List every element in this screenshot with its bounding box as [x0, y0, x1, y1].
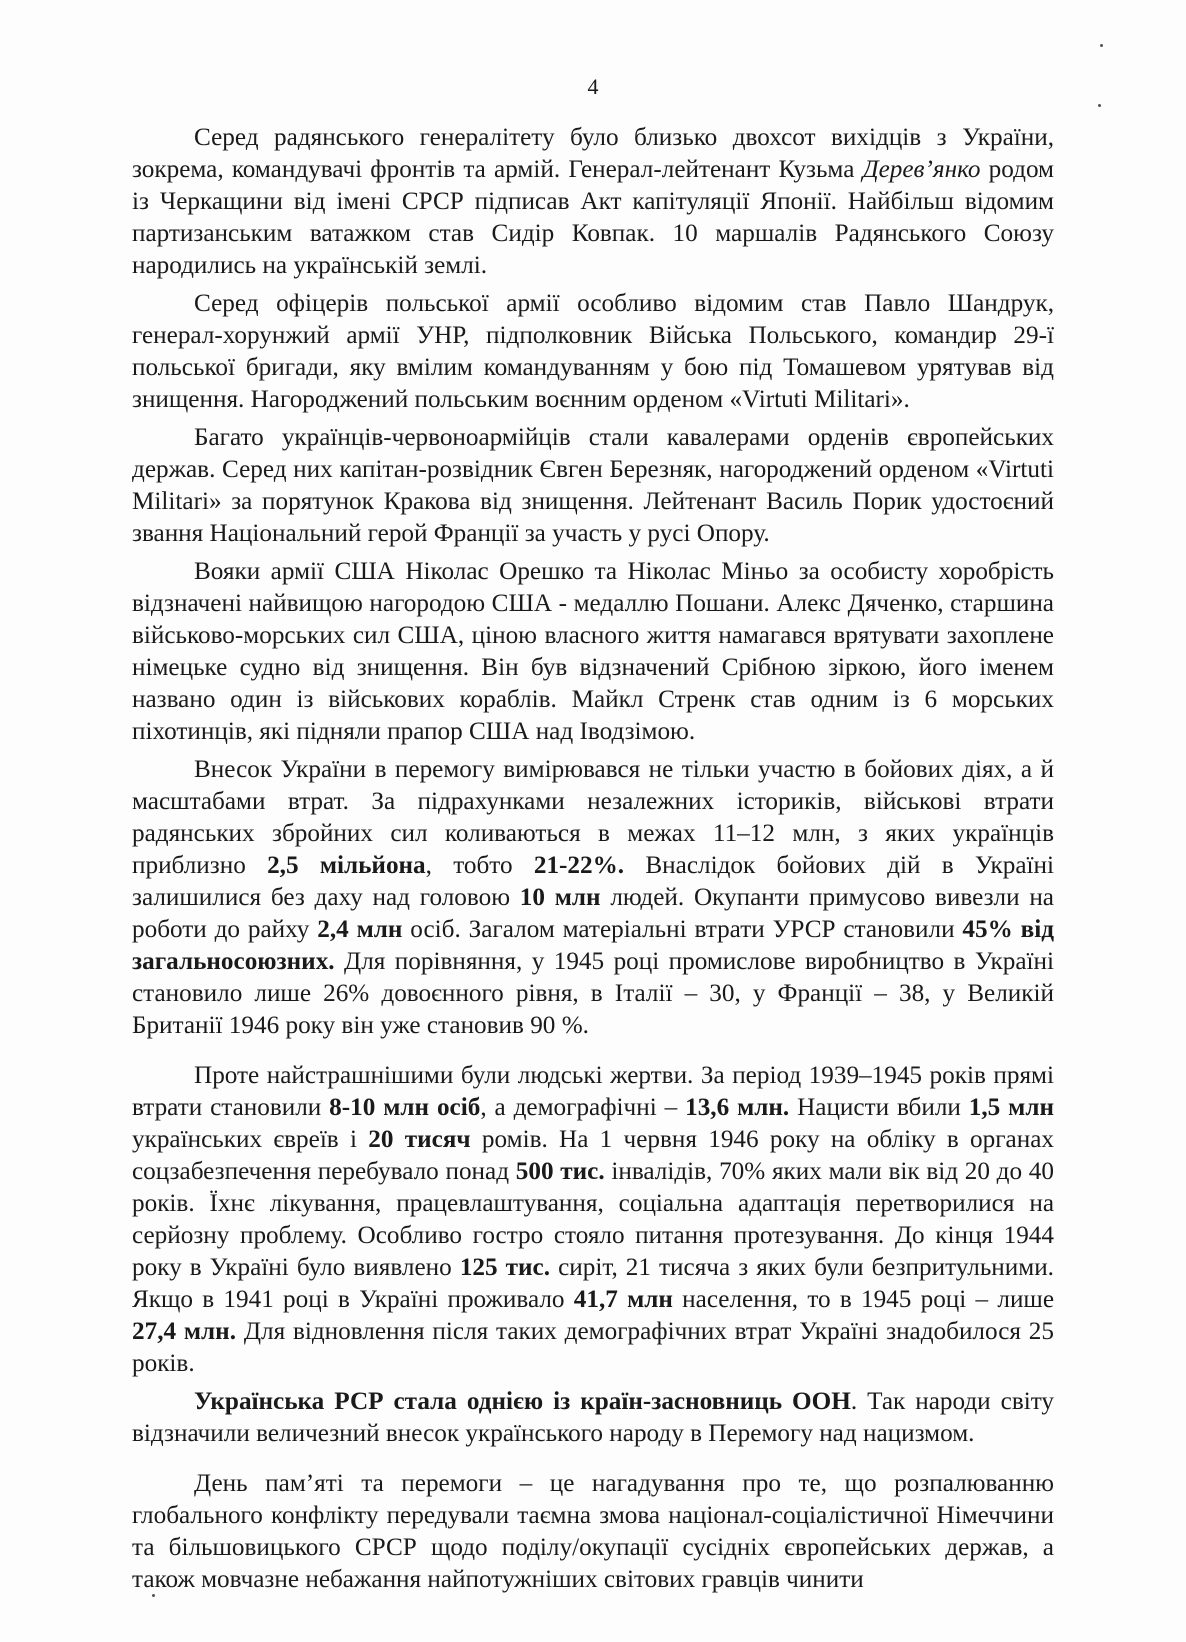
- victims-text-2: , а демографічні –: [480, 1094, 686, 1121]
- losses-text-6: Для порівняння, у 1945 році промислове виробництво в Україні становило лише 26% довоєнного рівня, в Італії – 30, у Франції – 38, у Великій Британії 1946 року він уже становив 90 %.: [132, 948, 1054, 1039]
- victims-bold-5: 500 тис.: [515, 1158, 605, 1185]
- victims-bold-1: 8-10 млн осіб: [329, 1094, 481, 1121]
- losses-bold-5: 45% від загальносоюзних.: [132, 916, 1055, 975]
- losses-bold-1: 2,5 мільйона: [267, 852, 426, 879]
- losses-text-2: , тобто: [425, 852, 534, 879]
- paragraph-remembrance-day: День пам’яті та перемоги – це нагадування про те, що розпалюванню глобального конфлікту передували таємна змова націонал-соціалістичної Німеччини та більшовицького СРСР щодо поділу/окупації сусідніх європейських держав, а також мовчазне небажання найпотужніших світових гравців чинити: [132, 1470, 1054, 1593]
- losses-text-3: Внаслідок бойових дій в Україні залишилися без даху над головою: [132, 852, 1055, 911]
- victims-bold-2: 13,6 млн.: [685, 1094, 790, 1121]
- page-number: 4: [587, 74, 599, 99]
- document-body: [132, 122, 1054, 1602]
- victims-text-8: населення, то в 1945 році – лише: [672, 1286, 1054, 1313]
- victims-bold-3: 1,5 млн: [968, 1094, 1054, 1121]
- un-founder-bold: Українська РСР стала однією із країн-засновниць ООН: [194, 1388, 851, 1415]
- victims-text-7: сиріт, 21 тисяча з яких були безпритульними. Якщо в 1941 році в Україні проживало: [132, 1254, 1054, 1313]
- victims-bold-4: 20 тисяч: [368, 1126, 471, 1153]
- paragraph-european-orders: Багато українців-червоноармійців стали кавалерами орденів європейських держав. Серед них капітан-розвідник Євген Березняк, нагороджений орденом «Virtuti Militari» за порятунок Кракова від знищення. Лейтенант Василь Порик удостоєний звання Національний герой Франції за участь у русі Опору.: [132, 424, 1054, 547]
- paragraph-un-founder: [132, 1386, 1054, 1450]
- victims-bold-6: 125 тис.: [459, 1254, 551, 1281]
- victims-text-6: інвалідів, 70% яких мали вік від 20 до 40 років. Їхнє лікування, працевлаштування, соціальна адаптація перетворилися на серйозну проблему. Особливо гостро стояло питання протезування. До кінця 1944 року в Україні було виявлено: [132, 1158, 1054, 1281]
- paragraph-losses: [132, 754, 1054, 1042]
- scan-speck: [152, 1594, 155, 1597]
- losses-bold-3: 10 млн: [519, 884, 601, 911]
- victims-bold-7: 41,7 млн: [573, 1286, 673, 1313]
- paragraph-us-army: Вояки армії США Ніколас Орешко та Ніколас Міньо за особисту хоробрість відзначені найвищою нагородою США - медаллю Пошани. Алекс Дяченко, старшина військово-морських сил США, ціною власного життя намагався врятувати захоплене німецьке судно від знищення. Він був відзначений Срібною зіркою, його іменем названо один із військових кораблів. Майкл Стренк став одним із 6 морських піхотинців, які підняли прапор США над Іводзімою.: [132, 558, 1054, 745]
- victims-text-1: Проте найстрашнішими були людські жертви. За період 1939–1945 років прямі втрати становили: [132, 1062, 1054, 1121]
- victims-text-5: ромів. На 1 червня 1946 року на обліку в органах соцзабезпечення перебувало понад: [132, 1126, 1054, 1185]
- scan-speck: [1098, 104, 1101, 107]
- scan-speck: [1100, 44, 1103, 47]
- losses-text-4: людей. Окупанти примусово вивезли на роботи до райху: [132, 884, 1054, 943]
- paragraph-polish-army: Серед офіцерів польської армії особливо відомим став Павло Шандрук, генерал-хорунжий армії УНР, підполковник Війська Польського, командир 29-ї польської бригади, яку вмілим командуванням у бою під Томашевом урятував від знищення. Нагороджений польським воєнним орденом «Virtuti Militari».: [132, 290, 1054, 413]
- victims-text-9: Для відновлення після таких демографічних втрат Україні знадобилося 25 років.: [132, 1318, 1054, 1377]
- paragraph-generals: [132, 122, 1054, 282]
- losses-text-1: Внесок України в перемогу вимірювався не тільки участю в бойових діях, а й масштабами втрат. За підрахунками незалежних істориків, військові втрати радянських збройних сил коливаються в межах 11–12 млн, з яких українців приблизно: [132, 756, 1054, 879]
- victims-text-3: Нацисти вбили: [789, 1094, 969, 1121]
- victims-bold-8: 27,4 млн.: [132, 1318, 236, 1345]
- paragraph-generals-italic: Дерев’янко: [862, 156, 981, 183]
- losses-bold-2: 21-22%.: [533, 852, 625, 879]
- victims-text-4: українських євреїв і: [132, 1126, 369, 1153]
- paragraph-generals-text-1: Серед радянського генералітету було близько двохсот вихідців з України, зокрема, командувачі фронтів та армій. Генерал-лейтенант Кузьма: [132, 124, 1054, 183]
- losses-bold-4: 2,4 млн: [317, 916, 403, 943]
- paragraph-generals-text-2: родом із Черкащини від імені СРСР підписав Акт капітуляції Японії. Найбільш відомим партизанським ватажком став Сидір Ковпак. 10 маршалів Радянського Союзу народились на українській землі.: [132, 156, 1054, 279]
- losses-text-5: осіб. Загалом матеріальні втрати УРСР становили: [402, 916, 963, 943]
- paragraph-human-victims: [132, 1060, 1054, 1380]
- un-founder-text: . Так народи світу відзначили величезний внесок українського народу в Перемогу над нацизмом.: [132, 1388, 1054, 1447]
